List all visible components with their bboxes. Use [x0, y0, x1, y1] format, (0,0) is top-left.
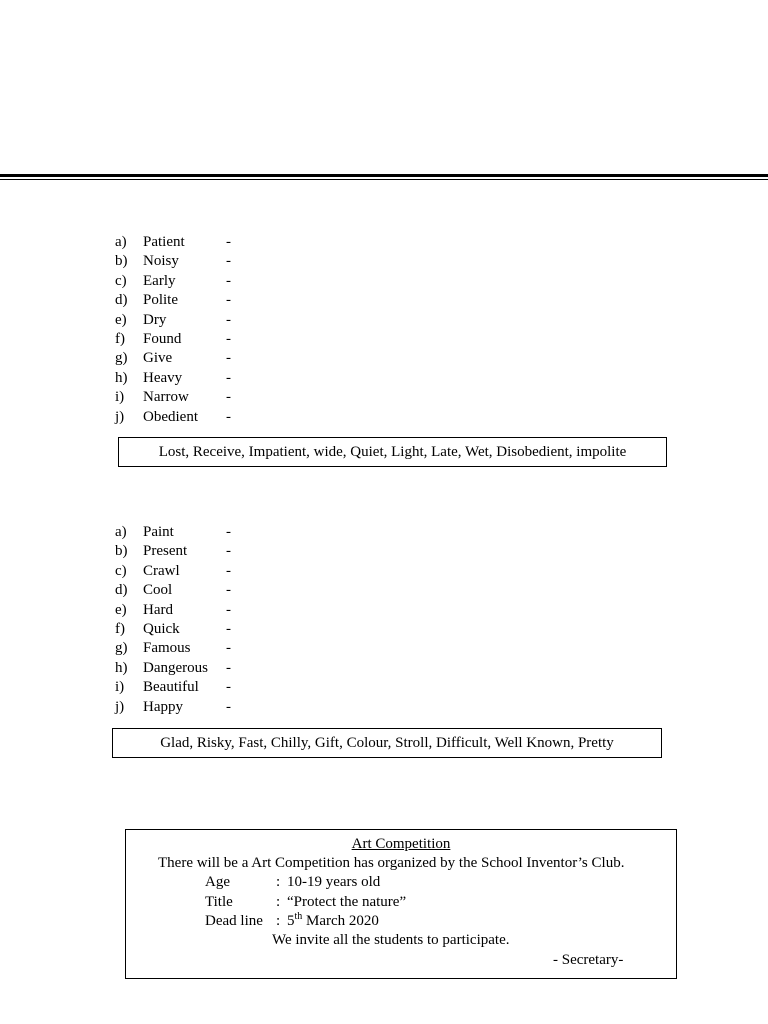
- item-word: Found: [143, 330, 182, 347]
- deadline-day-suffix: th: [294, 911, 303, 922]
- item-word: Present: [143, 543, 188, 560]
- item-word: Paint: [143, 524, 174, 540]
- item-label: e): [115, 601, 127, 618]
- item-word: Early: [143, 272, 176, 289]
- item-label: f): [115, 620, 125, 637]
- item-dash: -: [226, 330, 231, 347]
- word-box-antonyms: Lost, Receive, Impatient, wide, Quiet, Light, Late, Wet, Disobedient, impolite: [118, 437, 667, 467]
- item-label: g): [115, 350, 128, 367]
- deadline-month-year: March 2020: [302, 913, 379, 929]
- item-dash: -: [226, 253, 231, 270]
- item-label: d): [115, 292, 128, 309]
- item-label: g): [115, 640, 128, 657]
- item-word: Give: [143, 350, 173, 367]
- item-label: b): [115, 253, 128, 270]
- item-word: Quick: [143, 620, 180, 637]
- item-dash: -: [226, 659, 231, 676]
- item-dash: -: [226, 679, 231, 696]
- header-rule-thin: [0, 179, 768, 180]
- row-value: 10-19 years old: [287, 874, 381, 890]
- row-value: [287, 912, 379, 931]
- item-word: Patient: [143, 234, 185, 250]
- item-word: Noisy: [143, 253, 179, 270]
- item-label: e): [115, 311, 127, 328]
- item-label: c): [115, 272, 127, 289]
- notice-invite: We invite all the students to participate.: [272, 932, 510, 948]
- item-label: h): [115, 369, 128, 386]
- notice-signature: - Secretary-: [553, 952, 624, 968]
- item-word: Polite: [143, 292, 179, 309]
- item-dash: -: [226, 389, 231, 406]
- row-key: Dead line: [205, 913, 263, 929]
- row-key: Title: [205, 894, 233, 910]
- notice-intro: There will be a Art Competition has organized by the School Inventor’s Club.: [158, 855, 625, 871]
- item-dash: -: [226, 311, 231, 328]
- item-dash: -: [226, 582, 231, 599]
- item-word: Dangerous: [143, 659, 208, 676]
- item-dash: -: [226, 408, 231, 425]
- art-competition-notice: [125, 829, 677, 979]
- item-label: j): [115, 698, 125, 715]
- item-word: Hard: [143, 601, 173, 618]
- item-label: h): [115, 659, 128, 676]
- item-word: Dry: [143, 311, 167, 328]
- item-dash: -: [226, 698, 231, 715]
- row-key: Age: [205, 874, 230, 890]
- item-label: i): [115, 679, 125, 696]
- item-word: Obedient: [143, 408, 198, 425]
- item-label: j): [115, 408, 125, 425]
- item-word: Cool: [143, 582, 173, 599]
- item-word: Happy: [143, 698, 183, 715]
- item-label: d): [115, 582, 128, 599]
- item-dash: -: [226, 292, 231, 309]
- item-dash: -: [226, 350, 231, 367]
- item-label: a): [115, 234, 127, 250]
- item-dash: -: [226, 562, 231, 579]
- deadline-day: 5: [287, 913, 295, 929]
- item-word: Narrow: [143, 389, 189, 406]
- item-word: Crawl: [143, 562, 180, 579]
- item-word: Heavy: [143, 369, 183, 386]
- row-colon: :: [276, 894, 281, 910]
- item-word: Beautiful: [143, 679, 199, 696]
- item-dash: -: [226, 272, 231, 289]
- item-label: c): [115, 562, 127, 579]
- item-dash: -: [226, 234, 231, 250]
- row-colon: :: [276, 874, 281, 890]
- item-dash: -: [226, 524, 231, 540]
- item-dash: -: [226, 369, 231, 386]
- item-label: i): [115, 389, 125, 406]
- header-rule-thick: [0, 174, 768, 177]
- row-value: “Protect the nature”: [287, 894, 407, 910]
- row-colon: :: [276, 913, 281, 929]
- item-dash: -: [226, 543, 231, 560]
- notice-title: Art Competition: [351, 836, 451, 852]
- item-label: a): [115, 524, 127, 540]
- item-dash: -: [226, 620, 231, 637]
- word-box-synonyms: Glad, Risky, Fast, Chilly, Gift, Colour, Stroll, Difficult, Well Known, Pretty: [112, 728, 662, 758]
- item-label: f): [115, 330, 125, 347]
- item-dash: -: [226, 640, 231, 657]
- item-dash: -: [226, 601, 231, 618]
- item-label: b): [115, 543, 128, 560]
- item-word: Famous: [143, 640, 191, 657]
